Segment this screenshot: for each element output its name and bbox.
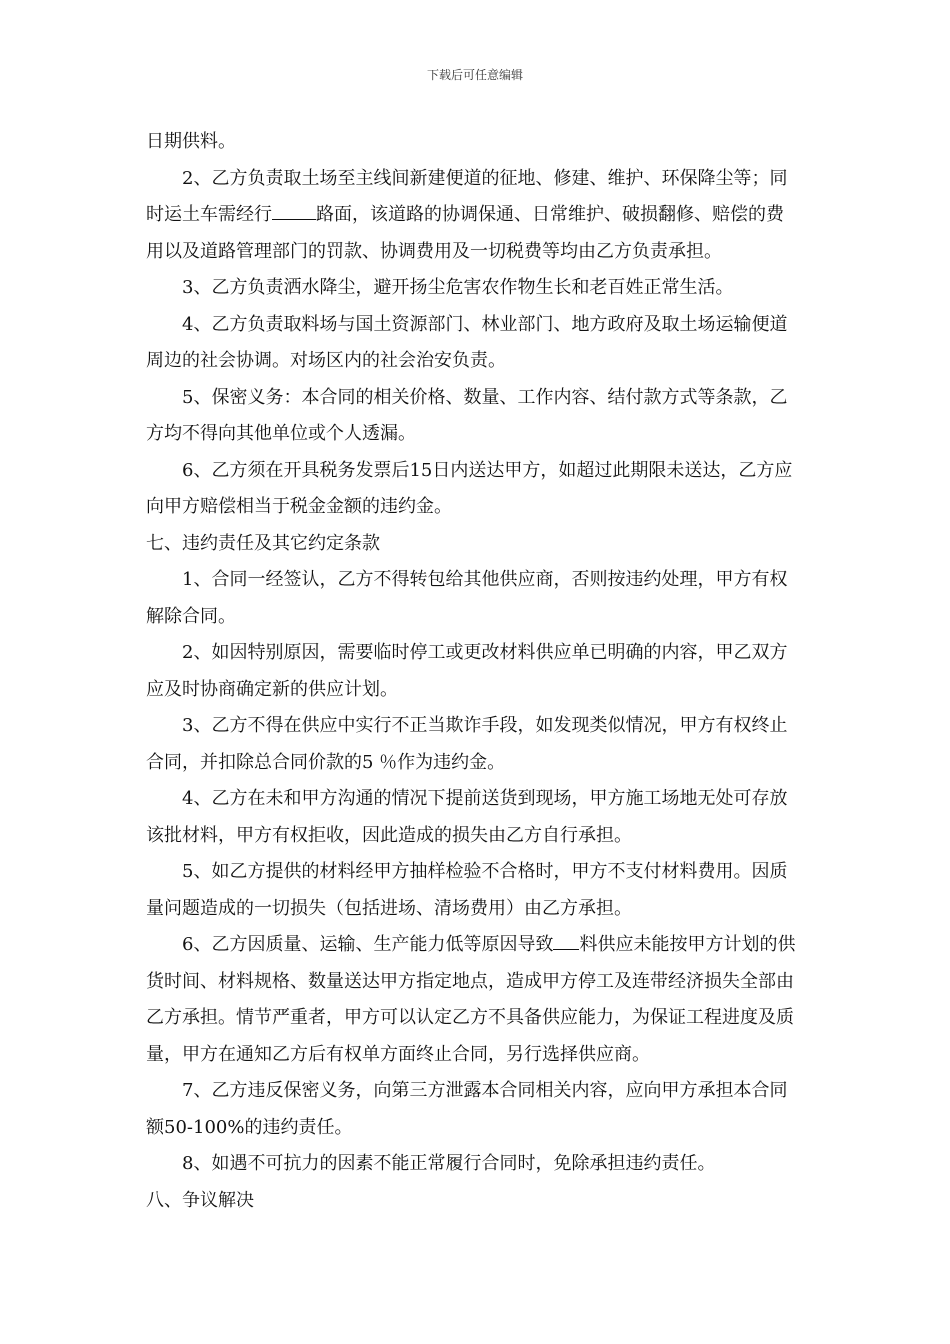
text-line: 3、乙方负责洒水降尘，避开扬尘危害农作物生长和老百姓正常生活。 xyxy=(182,277,734,298)
text-line: 乙方承担。情节严重者，甲方可以认定乙方不具备供应能力，为保证工程进度及质 xyxy=(146,1007,794,1028)
text-line: 3、乙方不得在供应中实行不正当欺诈手段，如发现类似情况，甲方有权终止 xyxy=(182,715,788,736)
text-line: 4、乙方负责取料场与国土资源部门、林业部门、地方政府及取土场运输便道 xyxy=(182,313,788,335)
text-line: 2、如因特别原因，需要临时停工或更改材料供应单已明确的内容，甲乙双方 xyxy=(182,642,788,663)
text-segment: 路面，该道路的协调保通、日常维护、破损翻修、赔偿的费 xyxy=(316,204,784,225)
text-line: 应及时协商确定新的供应计划。 xyxy=(146,678,398,700)
text-line: 日期供料。 xyxy=(146,131,236,152)
text-line: 8、如遇不可抗力的因素不能正常履行合同时，免除承担违约责任。 xyxy=(182,1153,716,1174)
text-line: 解除合同。 xyxy=(146,605,236,627)
text-line: 用以及道路管理部门的罚款、协调费用及一切税费等均由乙方负责承担。 xyxy=(146,240,722,262)
text-line: 量问题造成的一切损失（包括进场、清场费用）由乙方承担。 xyxy=(146,897,632,919)
section-heading: 八、争议解决 xyxy=(146,1189,254,1211)
text-line: 周边的社会协调。对场区内的社会治安负责。 xyxy=(146,350,506,371)
text-line: 向甲方赔偿相当于税金金额的违约金。 xyxy=(146,496,452,517)
text-line xyxy=(146,197,836,234)
text-line: 货时间、材料规格、数量送达甲方指定地点，造成甲方停工及连带经济损失全部由 xyxy=(146,970,794,992)
text-line: 7、乙方违反保密义务，向第三方泄露本合同相关内容，应向甲方承担本合同 xyxy=(182,1080,788,1101)
text-line: 1、合同一经签认，乙方不得转包给其他供应商，否则按违约处理，甲方有权 xyxy=(182,569,788,590)
text-line: 合同，并扣除总合同价款的5 ％作为违约金。 xyxy=(146,751,506,773)
text-line: 5、如乙方提供的材料经甲方抽样检验不合格时，甲方不支付材料费用。因质 xyxy=(182,861,788,882)
blank-underline xyxy=(272,219,316,220)
text-line: 6、乙方须在开具税务发票后15日内送达甲方，如超过此期限未送达，乙方应 xyxy=(182,459,793,481)
document-body xyxy=(146,124,836,1219)
blank-underline xyxy=(553,949,579,950)
text-line: 该批材料，甲方有权拒收，因此造成的损失由乙方自行承担。 xyxy=(146,824,632,846)
text-line xyxy=(146,927,836,964)
page-header-note: 下载后可任意编辑 xyxy=(426,68,523,82)
text-segment: 6、乙方因质量、运输、生产能力低等原因导致 xyxy=(182,934,554,955)
text-line: 2、乙方负责取土场至主线间新建便道的征地、修建、维护、环保降尘等；同 xyxy=(182,167,788,189)
text-line: 4、乙方在未和甲方沟通的情况下提前送货到现场，甲方施工场地无处可存放 xyxy=(182,788,788,809)
text-segment: 料供应未能按甲方计划的供 xyxy=(579,934,796,955)
text-line: 方均不得向其他单位或个人透漏。 xyxy=(146,423,416,444)
text-line: 量，甲方在通知乙方后有权单方面终止合同，另行选择供应商。 xyxy=(146,1043,650,1065)
text-line: 额50-100%的违约责任。 xyxy=(146,1116,353,1138)
section-heading: 七、违约责任及其它约定条款 xyxy=(146,532,380,554)
text-line: 5、保密义务：本合同的相关价格、数量、工作内容、结付款方式等条款，乙 xyxy=(182,386,788,408)
text-segment: 时运土车需经行 xyxy=(146,204,272,225)
